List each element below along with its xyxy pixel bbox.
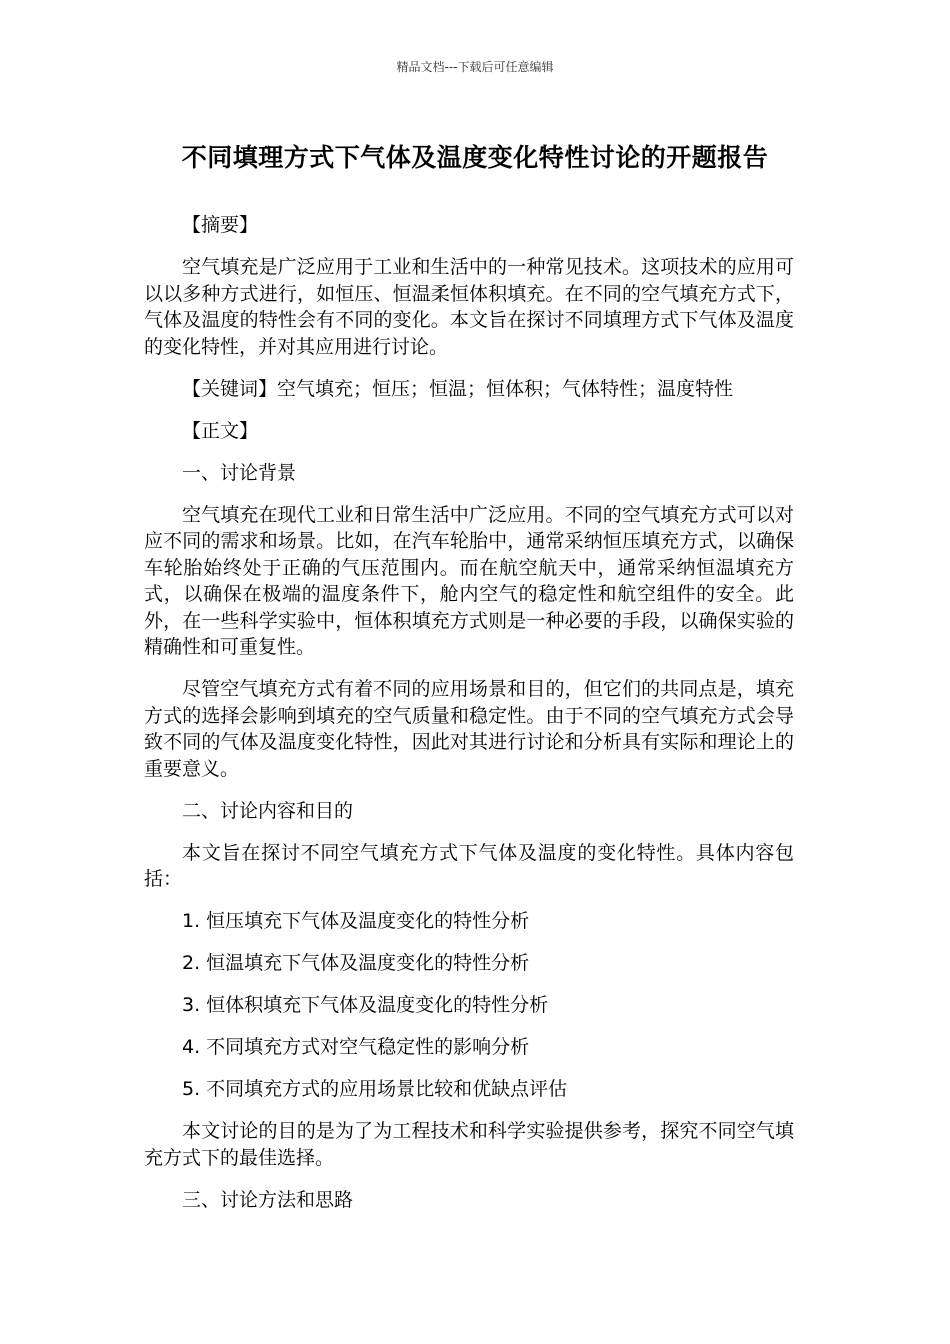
section-heading-method: 三、讨论方法和思路 (182, 1188, 354, 1211)
document-title: 不同填理方式下气体及温度变化特性讨论的开题报告 (181, 143, 769, 172)
page-header-note: 精品文档---下载后可任意编辑 (396, 60, 554, 74)
background-paragraph-2: 尽管空气填充方式有着不同的应用场景和目的，但它们的共同点是，填充方式的选择会影响到填充的空气质量和稳定性。由于不同的空气填充方式会导致不同的气体及温度变化特性，因此对其进行讨论和分析具有实际和理论上的重要意义。 (144, 678, 794, 780)
abstract-heading: 【摘要】 (182, 214, 259, 236)
content-list-item: 2. 恒温填充下气体及温度变化的特性分析 (182, 952, 530, 974)
abstract-paragraph: 空气填充是广泛应用于工业和生活中的一种常见技术。这项技术的应用可以以多种方式进行，如恒压、恒温柔恒体积填充。在不同的空气填充方式下，气体及温度的特性会有不同的变化。本文旨在探讨不同填理方式下气体及温度的变化特性，并对其应用进行讨论。 (144, 256, 794, 358)
document-body (144, 212, 794, 1229)
content-list-item: 5. 不同填充方式的应用场景比较和优缺点评估 (182, 1078, 568, 1100)
section-heading-background: 一、讨论背景 (182, 461, 297, 484)
section-heading-content: 二、讨论内容和目的 (182, 799, 354, 822)
background-paragraph-1: 空气填充在现代工业和日常生活中广泛应用。不同的空气填充方式可以对应不同的需求和场景。比如，在汽车轮胎中，通常采纳恒压填充方式，以确保车轮胎始终处于正确的气压范围内。而在航空航天中，通常采纳恒温填充方式，以确保在极端的温度条件下，舱内空气的稳定性和航空组件的安全。此外，在一些科学实验中，恒体积填充方式则是一种必要的手段，以确保实验的精确性和可重复性。 (144, 503, 794, 658)
content-list-item: 1. 恒压填充下气体及温度变化的特性分析 (182, 910, 530, 932)
content-list-item: 4. 不同填充方式对空气稳定性的影响分析 (182, 1036, 530, 1058)
body-heading: 【正文】 (182, 419, 259, 442)
content-intro-paragraph: 本文旨在探讨不同空气填充方式下气体及温度的变化特性。具体内容包括： (144, 841, 794, 890)
purpose-paragraph: 本文讨论的目的是为了为工程技术和科学实验提供参考，探究不同空气填充方式下的最佳选择。 (144, 1120, 794, 1169)
keywords-line: 【关键词】空气填充；恒压；恒温；恒体积；气体特性；温度特性 (182, 377, 734, 400)
content-list-item: 3. 恒体积填充下气体及温度变化的特性分析 (182, 994, 549, 1016)
